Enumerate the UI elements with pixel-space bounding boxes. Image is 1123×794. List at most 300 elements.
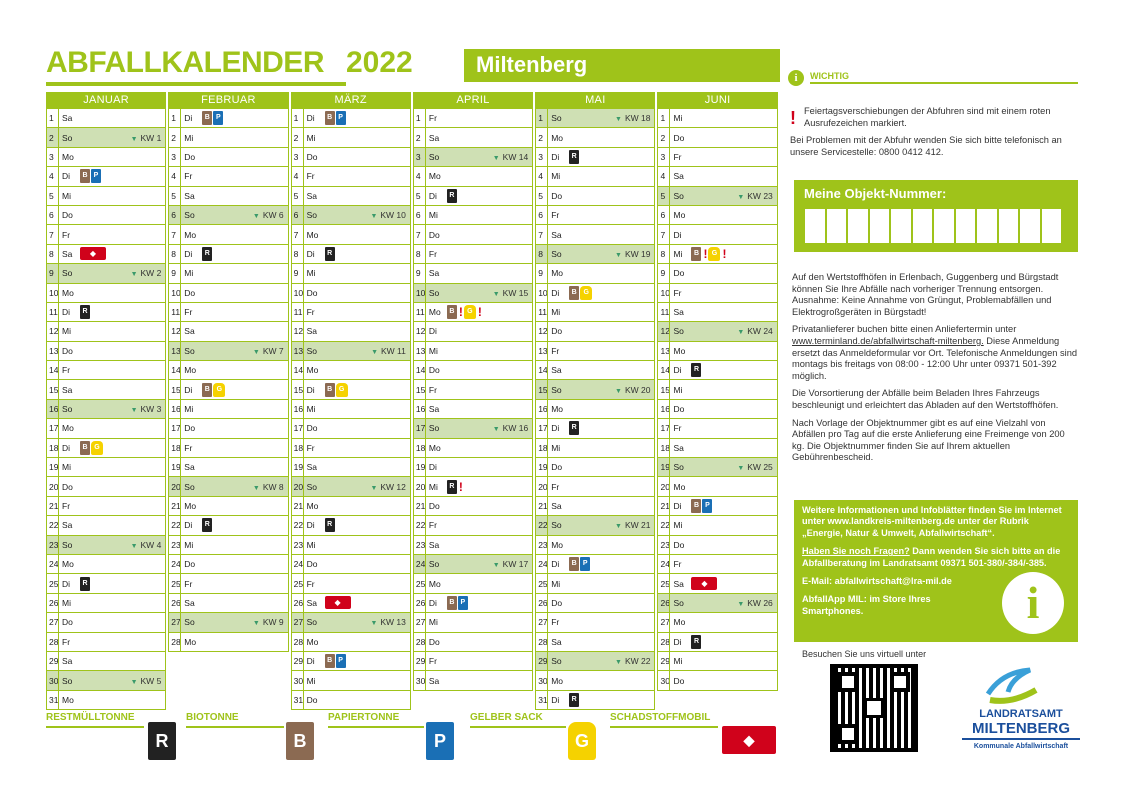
restmuell-bin-icon: R <box>148 722 176 760</box>
day-row <box>168 206 288 225</box>
day-number: 8 <box>415 248 421 259</box>
weekday: Sa <box>58 652 78 670</box>
weekday: Do <box>669 128 689 146</box>
day-row <box>291 477 411 496</box>
day-row <box>168 400 288 419</box>
weekday: Sa <box>669 303 689 321</box>
object-number-fields[interactable] <box>804 208 1062 244</box>
month-column <box>46 92 166 710</box>
weekday: Mo <box>58 148 78 166</box>
gelber-sack-icon: G <box>708 247 720 261</box>
day-number: 16 <box>49 404 59 415</box>
bio-icon: B <box>325 111 335 125</box>
weekday: Fr <box>58 633 78 651</box>
header <box>46 46 780 86</box>
weekday: So <box>58 264 78 282</box>
schadstoffmobil-icon: ◆ <box>325 596 351 609</box>
day-number: 3 <box>171 151 177 162</box>
day-number: 15 <box>293 384 304 395</box>
day-number: 26 <box>171 597 181 608</box>
weekday: Di <box>180 516 200 534</box>
day-number: 12 <box>538 326 548 337</box>
day-number: 5 <box>660 190 666 201</box>
day-row <box>535 400 655 419</box>
day-row <box>46 497 166 516</box>
day-number: 4 <box>171 171 177 182</box>
weekday: Mo <box>303 497 323 515</box>
weekday: Mo <box>547 400 567 418</box>
day-row <box>291 380 411 399</box>
weekday: Di <box>547 691 567 709</box>
weekday: Fr <box>425 109 445 127</box>
day-row <box>46 109 166 128</box>
calendar-week: ▼ KW 12 <box>370 482 405 492</box>
weekday: Mi <box>58 322 78 340</box>
day-row <box>291 245 411 264</box>
day-number: 26 <box>538 597 548 608</box>
day-number: 13 <box>171 345 181 356</box>
restmuell-icon: R <box>447 189 457 203</box>
day-row <box>413 613 533 632</box>
day-row <box>657 148 777 167</box>
legend-rest: RESTMÜLLTONNE <box>46 712 135 723</box>
day-row <box>413 691 533 710</box>
bio-bin-icon: B <box>286 722 314 760</box>
day-row <box>657 458 777 477</box>
day-row <box>168 167 288 186</box>
month-header: APRIL <box>413 92 533 109</box>
legend-gelb: GELBER SACK <box>470 712 543 723</box>
weekday: So <box>58 536 78 554</box>
day-row <box>168 574 288 593</box>
day-number: 12 <box>415 326 426 337</box>
papier-icon: P <box>213 111 223 125</box>
day-number: 29 <box>293 656 304 667</box>
day-row <box>291 109 411 128</box>
day-number: 7 <box>293 229 299 240</box>
day-number: 10 <box>538 287 548 298</box>
weekday: Sa <box>180 458 200 476</box>
day-number: 2 <box>171 132 177 143</box>
weekday: So <box>425 284 445 302</box>
day-number: 2 <box>49 132 54 143</box>
day-number: 19 <box>660 462 670 473</box>
day-number: 21 <box>415 501 426 511</box>
day-row <box>535 613 655 632</box>
day-row <box>413 167 533 186</box>
day-number: 3 <box>293 151 299 162</box>
day-number: 8 <box>660 248 666 259</box>
month-column <box>291 92 411 710</box>
day-row <box>413 264 533 283</box>
day-row <box>46 148 166 167</box>
note-holiday: Feiertagsverschiebungen der Abfuhren sind mit einem roten Ausrufezeichen markiert. <box>804 106 1051 128</box>
day-number: 11 <box>660 307 670 318</box>
calendar-week: ▼ KW 21 <box>615 520 650 530</box>
holiday-shift-icon: ! <box>458 479 463 494</box>
day-number: 28 <box>660 636 670 647</box>
weekday: Fr <box>180 303 200 321</box>
day-row <box>168 497 288 516</box>
day-row <box>46 419 166 438</box>
day-number: 4 <box>293 171 299 182</box>
day-number: 25 <box>538 578 548 589</box>
weekday: So <box>303 477 323 495</box>
weekday: Mi <box>425 342 445 360</box>
day-row <box>168 322 288 341</box>
weekday: Sa <box>58 109 78 127</box>
day-row <box>413 497 533 516</box>
day-number: 7 <box>660 229 666 240</box>
weekday: So <box>669 458 689 476</box>
weekday: Mi <box>180 264 200 282</box>
day-row <box>535 574 655 593</box>
weekday: Do <box>58 206 78 224</box>
calendar-week: ▼ KW 26 <box>737 598 772 608</box>
weekday: Mi <box>303 128 323 146</box>
day-number: 7 <box>171 229 177 240</box>
wichtig-label: WICHTIG <box>810 71 849 81</box>
weekday: Fr <box>547 342 567 360</box>
day-row <box>413 342 533 361</box>
qr-code[interactable] <box>830 664 918 752</box>
weekday: Do <box>303 555 323 573</box>
weekday: Di <box>547 555 567 573</box>
calendar-week: ▼ KW 5 <box>131 676 162 686</box>
month-header: JUNI <box>657 92 777 109</box>
day-row <box>413 128 533 147</box>
day-number: 20 <box>415 481 426 492</box>
day-row <box>657 400 777 419</box>
weekday: Mi <box>303 264 323 282</box>
day-number: 12 <box>171 326 181 337</box>
weekday: Do <box>180 284 200 302</box>
day-row <box>413 536 533 555</box>
day-row <box>291 516 411 535</box>
day-row <box>291 342 411 361</box>
day-row <box>291 536 411 555</box>
weekday: Mo <box>58 284 78 302</box>
day-row <box>291 671 411 690</box>
weekday: So <box>425 148 445 166</box>
day-row <box>657 380 777 399</box>
weekday: Di <box>58 439 78 457</box>
weekday: Fr <box>547 477 567 495</box>
day-number: 29 <box>660 656 670 667</box>
month-header: MAI <box>535 92 655 109</box>
calendar-week: ▼ KW 20 <box>615 385 650 395</box>
weekday: Di <box>58 574 78 592</box>
day-row <box>291 419 411 438</box>
weekday: Mo <box>58 419 78 437</box>
calendar-week: ▼ KW 7 <box>253 346 284 356</box>
weekday: Mo <box>547 264 567 282</box>
day-row <box>413 109 533 128</box>
day-number: 24 <box>49 559 59 570</box>
weekday: Mo <box>425 574 445 592</box>
day-row <box>535 148 655 167</box>
weekday: Do <box>425 497 445 515</box>
weekday: Di <box>547 284 567 302</box>
weekday: Mi <box>547 303 567 321</box>
day-row <box>46 342 166 361</box>
holiday-shift-icon: ! <box>477 305 482 320</box>
day-number: 23 <box>415 539 426 550</box>
day-number: 18 <box>415 442 426 453</box>
day-row <box>168 361 288 380</box>
day-number: 16 <box>415 404 426 415</box>
day-number: 22 <box>171 520 181 531</box>
weekday: Di <box>58 303 78 321</box>
note-problem: Bei Problemen mit der Abfuhr wenden Sie sich bitte telefonisch an unsere Servicestelle: 0800 0412 412. <box>790 135 1062 157</box>
day-number: 9 <box>49 268 54 279</box>
weekday: So <box>180 613 200 631</box>
day-row <box>535 594 655 613</box>
day-row <box>413 671 533 690</box>
day-row <box>168 342 288 361</box>
day-number: 14 <box>660 365 670 376</box>
restmuell-icon: R <box>80 577 90 591</box>
weekday: Do <box>425 225 445 243</box>
papier-icon: P <box>702 499 712 513</box>
bio-icon: B <box>202 383 212 397</box>
weekday: Fr <box>303 574 323 592</box>
day-number: 22 <box>660 520 670 531</box>
place: Miltenberg <box>476 52 588 77</box>
weekday: Do <box>303 419 323 437</box>
day-row <box>535 225 655 244</box>
weekday: So <box>303 342 323 360</box>
day-row <box>535 245 655 264</box>
day-number: 10 <box>293 287 304 298</box>
day-number: 11 <box>415 307 425 318</box>
weekday: Di <box>303 516 323 534</box>
weekday: Di <box>425 594 445 612</box>
day-row <box>168 225 288 244</box>
day-number: 13 <box>538 345 548 356</box>
title: ABFALLKALENDER <box>46 46 324 79</box>
weekday: Mi <box>303 400 323 418</box>
weekday: Mi <box>58 187 78 205</box>
weekday: Do <box>669 536 689 554</box>
day-row <box>46 264 166 283</box>
day-number: 14 <box>49 365 59 376</box>
day-number: 28 <box>293 636 304 647</box>
restmuell-icon: R <box>569 421 579 435</box>
day-row <box>168 380 288 399</box>
weekday: Do <box>425 633 445 651</box>
day-row <box>413 148 533 167</box>
info-large-icon: i <box>1002 572 1064 634</box>
day-row <box>413 284 533 303</box>
day-row <box>657 691 777 710</box>
day-row <box>168 671 288 690</box>
calendar-week: ▼ KW 16 <box>493 423 528 433</box>
day-number: 27 <box>293 617 304 628</box>
calendar-week: ▼ KW 11 <box>371 346 406 356</box>
weekday: Sa <box>58 380 78 398</box>
day-row <box>535 458 655 477</box>
weekday: So <box>547 380 567 398</box>
day-number: 11 <box>538 307 548 318</box>
day-number: 21 <box>660 501 670 511</box>
day-number: 20 <box>49 481 59 492</box>
weekday: Mi <box>669 652 689 670</box>
day-row <box>535 187 655 206</box>
day-number: 18 <box>293 442 304 453</box>
landratsamt-logo: LANDRATSAMT MILTENBERG Kommunale Abfallwirtschaft <box>962 664 1080 758</box>
day-number: 7 <box>415 229 421 240</box>
day-number: 20 <box>293 481 304 492</box>
day-row <box>46 303 166 322</box>
day-number: 4 <box>49 171 54 182</box>
day-row <box>535 633 655 652</box>
wichtig-header <box>788 66 1078 88</box>
weekday: So <box>669 187 689 205</box>
weekday: Mo <box>547 671 567 689</box>
calendar-week: ▼ KW 1 <box>131 133 162 143</box>
day-row <box>46 361 166 380</box>
calendar-week: ▼ KW 2 <box>131 268 162 278</box>
day-row <box>535 536 655 555</box>
weekday: Mo <box>303 225 323 243</box>
weekday: Sa <box>547 361 567 379</box>
day-number: 18 <box>49 442 59 453</box>
calendar <box>46 92 778 710</box>
day-number: 6 <box>660 210 666 221</box>
day-row <box>413 458 533 477</box>
day-row <box>657 342 777 361</box>
bio-icon: B <box>447 596 457 610</box>
day-row <box>535 322 655 341</box>
day-row <box>657 264 777 283</box>
weekday: Fr <box>547 613 567 631</box>
day-row <box>291 458 411 477</box>
weekday: Fr <box>180 439 200 457</box>
day-row <box>657 497 777 516</box>
weekday: Sa <box>58 245 78 263</box>
day-number: 31 <box>49 694 59 705</box>
day-number: 10 <box>660 287 670 298</box>
bio-icon: B <box>80 441 90 455</box>
weekday: Do <box>669 671 689 689</box>
day-row <box>291 128 411 147</box>
day-number: 25 <box>660 578 670 589</box>
weekday: Fr <box>669 555 689 573</box>
day-number: 17 <box>171 423 181 434</box>
object-number-label: Meine Objekt-Nummer: <box>804 186 947 201</box>
weekday: Fr <box>547 206 567 224</box>
day-number: 16 <box>293 404 304 415</box>
day-number: 12 <box>660 326 670 337</box>
day-row <box>535 652 655 671</box>
day-row <box>46 574 166 593</box>
day-row <box>291 322 411 341</box>
weekday: Mi <box>303 536 323 554</box>
day-row <box>657 613 777 632</box>
day-number: 13 <box>660 345 670 356</box>
terminland-link[interactable]: www.terminland.de/abfallwirtschaft-miltenberg. <box>792 335 984 346</box>
day-number: 9 <box>538 268 543 279</box>
weekday: Sa <box>180 187 200 205</box>
weekday: Sa <box>425 671 445 689</box>
weekday: Do <box>669 264 689 282</box>
year: 2022 <box>346 46 413 79</box>
weekday: Do <box>303 691 323 709</box>
day-row <box>535 167 655 186</box>
day-row <box>46 380 166 399</box>
day-number: 8 <box>293 248 299 259</box>
day-row <box>168 613 288 632</box>
day-number: 4 <box>660 171 666 182</box>
gelber-sack-icon: G <box>464 305 476 319</box>
day-number: 6 <box>415 210 421 221</box>
day-number: 19 <box>49 462 59 473</box>
day-number: 5 <box>171 190 177 201</box>
day-number: 30 <box>538 675 548 686</box>
day-number: 25 <box>293 578 304 589</box>
month-header: FEBRUAR <box>168 92 288 109</box>
weekday: Mi <box>180 400 200 418</box>
weekday: Do <box>547 322 567 340</box>
day-row <box>535 380 655 399</box>
day-row <box>291 633 411 652</box>
day-number: 28 <box>49 636 59 647</box>
day-number: 16 <box>171 404 181 415</box>
legend-schad: SCHADSTOFFMOBIL <box>610 712 711 723</box>
month-header: JANUAR <box>46 92 166 109</box>
weekday: Di <box>58 167 78 185</box>
weekday: Mo <box>425 167 445 185</box>
day-row <box>46 245 166 264</box>
day-row <box>535 342 655 361</box>
day-row <box>535 516 655 535</box>
weekday: Sa <box>303 458 323 476</box>
day-number: 24 <box>660 559 670 570</box>
day-number: 8 <box>49 248 54 259</box>
day-row <box>168 652 288 671</box>
day-number: 1 <box>293 113 299 124</box>
day-row <box>535 555 655 574</box>
month-column <box>168 92 288 710</box>
day-row <box>535 284 655 303</box>
weekday: Di <box>303 380 323 398</box>
note-freimenge: Nach Vorlage der Objektnummer gibt es auf eine Vielzahl von Abfällen pro Tag auf die erste Anlieferung eine Freimenge von 200 kg. Die Objektnummer finden Sie auf Ihrem aktuellen Gebührenbescheid. <box>792 417 1065 463</box>
weekday: Sa <box>547 225 567 243</box>
weekday: Mi <box>547 439 567 457</box>
day-number: 23 <box>293 539 304 550</box>
gelber-sack-icon: G <box>213 383 225 397</box>
weekday: Fr <box>425 516 445 534</box>
info-box <box>794 500 1078 642</box>
weekday: Sa <box>669 574 689 592</box>
weekday: So <box>547 516 567 534</box>
day-row <box>413 439 533 458</box>
weekday: Fr <box>425 245 445 263</box>
day-number: 28 <box>415 636 426 647</box>
bio-icon: B <box>569 286 579 300</box>
weekday: Mi <box>58 458 78 476</box>
day-number: 19 <box>415 462 426 473</box>
weekday: Mo <box>547 536 567 554</box>
weekday: Di <box>303 109 323 127</box>
calendar-week: ▼ KW 14 <box>493 152 528 162</box>
logo-swoosh-icon <box>982 664 1042 706</box>
day-row <box>46 691 166 710</box>
calendar-week: ▼ KW 22 <box>615 656 650 666</box>
calendar-week: ▼ KW 10 <box>370 210 405 220</box>
day-row <box>535 671 655 690</box>
